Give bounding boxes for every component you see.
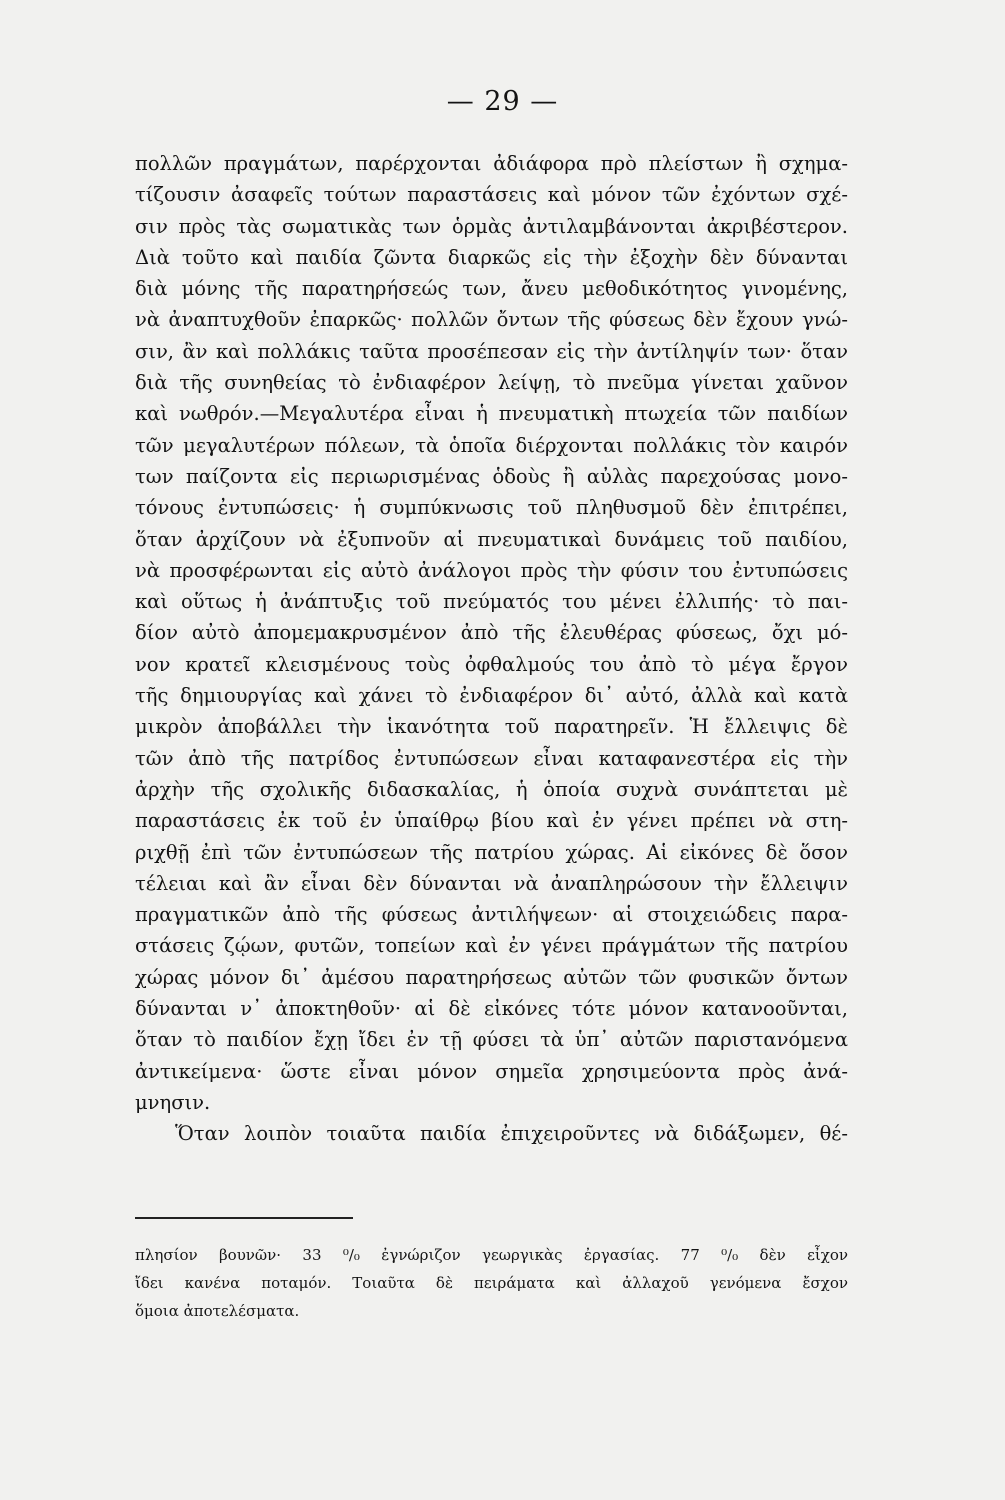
text-line: πολλῶν πραγμάτων, παρέρχονται ἀδιάφορα πρὸ πλείστων ἢ σχημα- [135,152,848,175]
text-line: στάσεις ζῴων, φυτῶν, τοπείων καὶ ἐν γένει πράγμάτων τῆς πατρίου [135,934,848,958]
footnote-line: ἴδει κανένα ποταμόν. Τοιαῦτα δὲ πειράματα καὶ ἀλλαχοῦ γενόμενα ἔσχον [135,1274,848,1292]
text-line: νὰ ἀναπτυχθοῦν ἐπαρκῶς· πολλῶν ὄντων τῆς φύσεως δὲν ἔχουν γνώ- [135,308,848,332]
footnote-block [135,1241,848,1325]
text-line: σιν πρὸς τὰς σωματικὰς των ὁρμὰς ἀντιλαμβάνονται ἀκριβέστερον. [135,214,848,238]
text-line: ὅταν τὸ παιδίον ἔχῃ ἴδει ἐν τῇ φύσει τὰ ὑπ᾽ αὐτῶν παριστανόμενα [135,1028,848,1052]
text-line: ἀρχὴν τῆς σχολικῆς διδασκαλίας, ἡ ὁποία συχνὰ συνάπτεται μὲ [135,777,848,801]
text-line: τῶν μεγαλυτέρων πόλεων, τὰ ὁποῖα διέρχονται πολλάκις τὸν καιρόν [135,433,848,457]
text-line: μνησιν. [135,1090,211,1114]
text-line: ριχθῇ ἐπὶ τῶν ἐντυπώσεων τῆς πατρίου χώρας. Αἱ εἰκόνες δὲ ὅσον [135,840,848,864]
text-line: μικρὸν ἀποβάλλει τὴν ἱκανότητα τοῦ παρατηρεῖν. Ἡ ἔλλειψις δὲ [135,715,848,739]
text-line: νον κρατεῖ κλεισμένους τοὺς ὀφθαλμούς του ἀπὸ τὸ μέγα ἔργον [135,652,848,676]
text-line: τίζουσιν ἀσαφεῖς τούτων παραστάσεις καὶ μόνον τῶν ἐχόντων σχέ- [135,183,848,207]
text-line: δύνανται ν᾽ ἀποκτηθοῦν· αἱ δὲ εἰκόνες τότε μόνον κατανοοῦνται, [135,997,848,1021]
text-line: τῆς δημιουργίας καὶ χάνει τὸ ἐνδιαφέρον δι᾽ αὐτό, ἀλλὰ καὶ κατὰ [135,684,848,708]
page-number: — 29 — [446,86,559,117]
footnote-line: ὅμοια ἀποτελέσματα. [135,1302,300,1320]
body-text [135,148,848,1150]
text-line: των παίζοντα εἰς περιωρισμένας ὁδοὺς ἢ αὐλὰς παρεχούσας μονο- [135,464,848,488]
text-line: σιν, ἂν καὶ πολλάκις ταῦτα προσέπεσαν εἰς τὴν ἀντίληψίν των· ὅταν [135,339,848,363]
text-line: πραγματικῶν ἀπὸ τῆς φύσεως ἀντιλήψεων· αἱ στοιχειώδεις παρα- [135,903,848,927]
text-line: καὶ οὕτως ἡ ἀνάπτυξις τοῦ πνεύματός του μένει ἐλλιπής· τὸ παι- [135,590,848,614]
text-line: τέλειαι καὶ ἂν εἶναι δὲν δύνανται νὰ ἀναπληρώσουν τὴν ἔλλειψιν [135,871,848,895]
text-line: τόνους ἐντυπώσεις· ἡ συμπύκνωσις τοῦ πληθυσμοῦ δὲν ἐπιτρέπει, [135,496,848,520]
text-line: διὰ μόνης τῆς παρατηρήσεώς των, ἄνευ μεθοδικότητος γινομένης, [135,277,848,301]
paragraph-start-line: Ὅταν λοιπὸν τοιαῦτα παιδία ἐπιχειροῦντες νὰ διδάξωμεν, θέ- [175,1122,848,1146]
text-line: χώρας μόνον δι᾽ ἀμέσου παρατηρήσεως αὐτῶν τῶν φυσικῶν ὄντων [135,965,848,989]
text-line: τῶν ἀπὸ τῆς πατρίδος ἐντυπώσεων εἶναι καταφανεστέρα εἰς τὴν [135,746,848,770]
text-line: καὶ νωθρόν.—Μεγαλυτέρα εἶναι ἡ πνευματικὴ πτωχεία τῶν παιδίων [135,402,848,426]
footnote-divider [135,1217,353,1219]
text-line: ὅταν ἀρχίζουν νὰ ἐξυπνοῦν αἱ πνευματικαὶ δυνάμεις τοῦ παιδίου, [135,527,848,551]
text-line: διὰ τῆς συνηθείας τὸ ἐνδιαφέρον λείψῃ, τὸ πνεῦμα γίνεται χαῦνον [135,371,848,395]
footnote-line: πλησίον βουνῶν· 33 ⁰/₀ ἐγνώριζον γεωργικὰς ἐργασίας. 77 ⁰/₀ δὲν εἶχον [135,1246,848,1264]
text-line: δίον αὐτὸ ἀπομεμακρυσμένον ἀπὸ τῆς ἐλευθέρας φύσεως, ὄχι μό- [135,621,848,645]
text-line: νὰ προσφέρωνται εἰς αὐτὸ ἀνάλογοι πρὸς τὴν φύσιν του ἐντυπώσεις [135,558,848,582]
text-line: Διὰ τοῦτο καὶ παιδία ζῶντα διαρκῶς εἰς τὴν ἐξοχὴν δὲν δύνανται [135,245,848,269]
text-line: παραστάσεις ἐκ τοῦ ἐν ὑπαίθρῳ βίου καὶ ἐν γένει πρέπει νὰ στη- [135,809,848,833]
text-line: ἀντικείμενα· ὥστε εἶναι μόνον σημεῖα χρησιμεύοντα πρὸς ἀνά- [135,1059,848,1083]
